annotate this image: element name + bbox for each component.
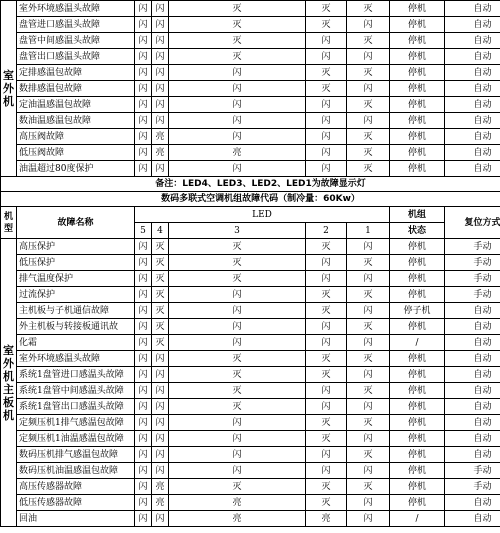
fault-name-cell: 主机板与子机通信故障 [17, 303, 135, 319]
led5-cell: 闪 [135, 399, 152, 415]
table-row [1, 463, 500, 479]
table-row [1, 479, 500, 495]
reset-mode-cell: 自动 [445, 303, 500, 319]
fault-name-cell: 数油温感温包故障 [17, 113, 135, 129]
reset-mode-cell: 自动 [445, 399, 500, 415]
fault-name-cell: 外主机板与转接板通讯故 [17, 319, 135, 335]
reset-mode-cell: 自动 [445, 367, 500, 383]
unit-state-cell: 停机 [390, 33, 445, 49]
fault-name-cell: 定频压机1排气感温包故障 [17, 415, 135, 431]
unit-state-cell: 停机 [390, 17, 445, 33]
led3-cell: 灭 [169, 49, 306, 65]
led2-cell: 灭 [306, 303, 347, 319]
led2-cell: 闪 [306, 113, 347, 129]
table-row [1, 303, 500, 319]
led1-cell: 闪 [347, 463, 390, 479]
led1-cell: 闪 [347, 399, 390, 415]
reset-mode-cell: 自动 [445, 511, 500, 527]
table-row [1, 383, 500, 399]
led1-cell: 灭 [347, 383, 390, 399]
led1-cell: 灭 [347, 161, 390, 177]
unit-state-cell: 停机 [390, 239, 445, 255]
unit-state-cell: 停机 [390, 161, 445, 177]
fault-name-cell: 定频压机1油温感温包故障 [17, 431, 135, 447]
table-row [1, 65, 500, 81]
unit-state-cell: 停机 [390, 81, 445, 97]
fault-name-cell: 室外环境感温头故障 [17, 351, 135, 367]
header-unit-state-1: 机组 [390, 207, 445, 223]
unit-state-cell: 停机 [390, 383, 445, 399]
led2-cell: 灭 [306, 431, 347, 447]
led4-cell: 闪 [152, 1, 169, 17]
fault-name-cell: 系统1盘管中间感温头故障 [17, 383, 135, 399]
led2-cell: 灭 [306, 1, 347, 17]
led3-cell: 亮 [169, 511, 306, 527]
reset-mode-cell: 自动 [445, 129, 500, 145]
reset-mode-cell: 自动 [445, 495, 500, 511]
led4-cell: 闪 [152, 113, 169, 129]
led3-cell: 闪 [169, 335, 306, 351]
unit-state-cell: 停机 [390, 415, 445, 431]
led4-cell: 灭 [152, 271, 169, 287]
led4-cell: 灭 [152, 239, 169, 255]
fault-name-cell: 高压传感器故障 [17, 479, 135, 495]
led1-cell: 闪 [347, 17, 390, 33]
led2-cell: 闪 [306, 271, 347, 287]
fault-name-cell: 数码压机油温感温包故障 [17, 463, 135, 479]
led3-cell: 闪 [169, 431, 306, 447]
led1-cell: 灭 [347, 287, 390, 303]
header-led: LED [135, 207, 390, 223]
table-row [1, 287, 500, 303]
led2-cell: 闪 [306, 33, 347, 49]
led4-cell: 闪 [152, 511, 169, 527]
led1-cell: 闪 [347, 367, 390, 383]
led3-cell: 闪 [169, 319, 306, 335]
led2-cell: 闪 [306, 161, 347, 177]
header-led-1: 1 [347, 223, 390, 239]
table-row [1, 113, 500, 129]
led5-cell: 闪 [135, 129, 152, 145]
led5-cell: 闪 [135, 17, 152, 33]
fault-name-cell: 数码压机排气感温包故障 [17, 447, 135, 463]
led2-cell: 闪 [306, 335, 347, 351]
led4-cell: 灭 [152, 303, 169, 319]
led3-cell: 亮 [169, 145, 306, 161]
led2-cell: 闪 [306, 319, 347, 335]
unit-state-cell: 停机 [390, 463, 445, 479]
unit-state-cell: 停机 [390, 495, 445, 511]
led4-cell: 闪 [152, 33, 169, 49]
unit-state-cell: 停机 [390, 351, 445, 367]
fault-name-cell: 低压保护 [17, 255, 135, 271]
unit-state-cell: 停机 [390, 49, 445, 65]
fault-name-cell: 低压传感器故障 [17, 495, 135, 511]
led1-cell: 闪 [347, 431, 390, 447]
led2-cell: 闪 [306, 463, 347, 479]
led4-cell: 灭 [152, 319, 169, 335]
header-model-type: 机型 [1, 207, 17, 239]
led4-cell: 闪 [152, 415, 169, 431]
group-label-outdoor-unit: 室 外 机 [1, 1, 17, 177]
fault-name-cell: 系统1盘管出口感温头故障 [17, 399, 135, 415]
header-fault-name: 故障名称 [17, 207, 135, 239]
led3-cell: 灭 [169, 367, 306, 383]
fault-name-cell: 低压阀故障 [17, 145, 135, 161]
led1-cell: 闪 [347, 49, 390, 65]
led4-cell: 亮 [152, 495, 169, 511]
header-led-5: 5 [135, 223, 152, 239]
table-title: 数码多联式空调机组故障代码（制冷量：60Kw） [1, 192, 500, 207]
led5-cell: 闪 [135, 113, 152, 129]
led1-cell: 灭 [347, 1, 390, 17]
led5-cell: 闪 [135, 33, 152, 49]
fault-name-cell: 数排感温包故障 [17, 81, 135, 97]
led4-cell: 闪 [152, 447, 169, 463]
led4-cell: 闪 [152, 383, 169, 399]
led2-cell: 灭 [306, 351, 347, 367]
led1-cell: 灭 [347, 319, 390, 335]
reset-mode-cell: 手动 [445, 287, 500, 303]
led5-cell: 闪 [135, 351, 152, 367]
led5-cell: 闪 [135, 1, 152, 17]
led2-cell: 闪 [306, 399, 347, 415]
table-row [1, 399, 500, 415]
led1-cell: 灭 [347, 255, 390, 271]
reset-mode-cell: 手动 [445, 255, 500, 271]
led3-cell: 闪 [169, 65, 306, 81]
led2-cell: 灭 [306, 367, 347, 383]
header-reset-mode: 复位方式 [445, 207, 500, 239]
led3-cell: 闪 [169, 113, 306, 129]
led3-cell: 灭 [169, 33, 306, 49]
led1-cell: 闪 [347, 511, 390, 527]
fault-name-cell: 油温超过80度保护 [17, 161, 135, 177]
led3-cell: 灭 [169, 271, 306, 287]
table-row [1, 415, 500, 431]
led1-cell: 灭 [347, 145, 390, 161]
led5-cell: 闪 [135, 271, 152, 287]
reset-mode-cell: 自动 [445, 49, 500, 65]
led2-cell: 灭 [306, 65, 347, 81]
led5-cell: 闪 [135, 319, 152, 335]
led4-cell: 闪 [152, 97, 169, 113]
reset-mode-cell: 自动 [445, 319, 500, 335]
fault-name-cell: 盘管中间感温头故障 [17, 33, 135, 49]
led4-cell: 闪 [152, 17, 169, 33]
header-led-3: 3 [169, 223, 306, 239]
led1-cell: 灭 [347, 415, 390, 431]
led1-cell: 灭 [347, 33, 390, 49]
led2-cell: 灭 [306, 495, 347, 511]
led3-cell: 闪 [169, 97, 306, 113]
unit-state-cell: 停机 [390, 447, 445, 463]
reset-mode-cell: 自动 [445, 113, 500, 129]
reset-mode-cell: 手动 [445, 239, 500, 255]
led2-cell: 闪 [306, 255, 347, 271]
unit-state-cell: 停机 [390, 1, 445, 17]
unit-state-cell: / [390, 335, 445, 351]
note-section [1, 177, 500, 207]
fault-name-cell: 定油温感温包故障 [17, 97, 135, 113]
reset-mode-cell: 自动 [445, 33, 500, 49]
led1-cell: 闪 [347, 113, 390, 129]
led2-cell: 闪 [306, 97, 347, 113]
table-row [1, 49, 500, 65]
led2-cell: 灭 [306, 17, 347, 33]
led5-cell: 闪 [135, 367, 152, 383]
unit-state-cell: 停机 [390, 97, 445, 113]
led4-cell: 亮 [152, 479, 169, 495]
led3-cell: 灭 [169, 383, 306, 399]
fault-name-cell: 回油 [17, 511, 135, 527]
group-label-outdoor-main-board: 室 外 机 主 板 机 [1, 239, 17, 527]
unit-state-cell: 停机 [390, 271, 445, 287]
fault-name-cell: 化霜 [17, 335, 135, 351]
led5-cell: 闪 [135, 239, 152, 255]
led3-cell: 闪 [169, 161, 306, 177]
table-row [1, 511, 500, 527]
led3-cell: 闪 [169, 287, 306, 303]
led3-cell: 闪 [169, 129, 306, 145]
led5-cell: 闪 [135, 145, 152, 161]
led5-cell: 闪 [135, 255, 152, 271]
reset-mode-cell: 自动 [445, 97, 500, 113]
led5-cell: 闪 [135, 65, 152, 81]
led4-cell: 闪 [152, 463, 169, 479]
header-led-2: 2 [306, 223, 347, 239]
led2-cell: 灭 [306, 479, 347, 495]
table-row [1, 129, 500, 145]
led1-cell: 灭 [347, 97, 390, 113]
led5-cell: 闪 [135, 287, 152, 303]
led2-cell: 闪 [306, 447, 347, 463]
led5-cell: 闪 [135, 383, 152, 399]
unit-state-cell: 停机 [390, 479, 445, 495]
unit-state-cell: 停机 [390, 255, 445, 271]
reset-mode-cell: 自动 [445, 431, 500, 447]
led3-cell: 闪 [169, 447, 306, 463]
led2-cell: 灭 [306, 415, 347, 431]
led3-cell: 灭 [169, 17, 306, 33]
led4-cell: 闪 [152, 65, 169, 81]
led3-cell: 闪 [169, 415, 306, 431]
unit-state-cell: / [390, 511, 445, 527]
header-unit-state-2: 状态 [390, 223, 445, 239]
led5-cell: 闪 [135, 495, 152, 511]
bottom-section [1, 239, 500, 527]
led2-cell: 灭 [306, 81, 347, 97]
fault-name-cell: 定排感温包故障 [17, 65, 135, 81]
table-row [1, 97, 500, 113]
led4-cell: 闪 [152, 81, 169, 97]
led1-cell: 灭 [347, 479, 390, 495]
unit-state-cell: 停机 [390, 399, 445, 415]
led2-cell: 灭 [306, 287, 347, 303]
led3-cell: 灭 [169, 399, 306, 415]
led4-cell: 灭 [152, 335, 169, 351]
led3-cell: 灭 [169, 1, 306, 17]
led3-cell: 灭 [169, 479, 306, 495]
led1-cell: 闪 [347, 335, 390, 351]
unit-state-cell: 停机 [390, 287, 445, 303]
fault-name-cell: 系统1盘管进口感温头故障 [17, 367, 135, 383]
table-row [1, 319, 500, 335]
led5-cell: 闪 [135, 161, 152, 177]
led5-cell: 闪 [135, 511, 152, 527]
led5-cell: 闪 [135, 415, 152, 431]
fault-name-cell: 高压保护 [17, 239, 135, 255]
reset-mode-cell: 自动 [445, 447, 500, 463]
reset-mode-cell: 手动 [445, 463, 500, 479]
fault-name-cell: 室外环境感温头故障 [17, 1, 135, 17]
reset-mode-cell: 自动 [445, 351, 500, 367]
led3-cell: 灭 [169, 255, 306, 271]
unit-state-cell: 停机 [390, 431, 445, 447]
led1-cell: 闪 [347, 495, 390, 511]
table-row [1, 17, 500, 33]
led3-cell: 闪 [169, 463, 306, 479]
fault-name-cell: 盘管进口感温头故障 [17, 17, 135, 33]
led2-cell: 闪 [306, 383, 347, 399]
led5-cell: 闪 [135, 463, 152, 479]
reset-mode-cell: 自动 [445, 383, 500, 399]
led5-cell: 闪 [135, 97, 152, 113]
led4-cell: 亮 [152, 129, 169, 145]
table-row [1, 81, 500, 97]
unit-state-cell: 停机 [390, 145, 445, 161]
led1-cell: 闪 [347, 239, 390, 255]
unit-state-cell: 停机 [390, 319, 445, 335]
led1-cell: 闪 [347, 271, 390, 287]
led4-cell: 闪 [152, 367, 169, 383]
led4-cell: 闪 [152, 161, 169, 177]
reset-mode-cell: 自动 [445, 65, 500, 81]
unit-state-cell: 停机 [390, 65, 445, 81]
table-row [1, 367, 500, 383]
led2-cell: 闪 [306, 129, 347, 145]
led3-cell: 灭 [169, 351, 306, 367]
led4-cell: 闪 [152, 399, 169, 415]
led3-cell: 闪 [169, 81, 306, 97]
fault-name-cell: 排气温度保护 [17, 271, 135, 287]
led5-cell: 闪 [135, 447, 152, 463]
led2-cell: 亮 [306, 511, 347, 527]
unit-state-cell: 停机 [390, 129, 445, 145]
table-row [1, 351, 500, 367]
fault-name-cell: 高压阀故障 [17, 129, 135, 145]
fault-name-cell: 盘管出口感温头故障 [17, 49, 135, 65]
table-row [1, 1, 500, 17]
reset-mode-cell: 手动 [445, 479, 500, 495]
top-section [1, 1, 500, 177]
note-text: 备注：LED4、LED3、LED2、LED1为故障显示灯 [1, 177, 500, 192]
reset-mode-cell: 手动 [445, 271, 500, 287]
led1-cell: 灭 [347, 351, 390, 367]
unit-state-cell: 停机 [390, 367, 445, 383]
led4-cell: 灭 [152, 287, 169, 303]
led2-cell: 闪 [306, 145, 347, 161]
table-row [1, 271, 500, 287]
table-row [1, 431, 500, 447]
led1-cell: 闪 [347, 81, 390, 97]
led1-cell: 灭 [347, 65, 390, 81]
led1-cell: 闪 [347, 303, 390, 319]
led5-cell: 闪 [135, 479, 152, 495]
table-row [1, 239, 500, 255]
led1-cell: 灭 [347, 129, 390, 145]
led4-cell: 闪 [152, 431, 169, 447]
led4-cell: 闪 [152, 351, 169, 367]
table-row [1, 145, 500, 161]
reset-mode-cell: 自动 [445, 335, 500, 351]
led2-cell: 闪 [306, 49, 347, 65]
table-row [1, 447, 500, 463]
header-section [1, 207, 500, 239]
table-row [1, 33, 500, 49]
led3-cell: 亮 [169, 495, 306, 511]
reset-mode-cell: 自动 [445, 81, 500, 97]
led5-cell: 闪 [135, 335, 152, 351]
led2-cell: 灭 [306, 239, 347, 255]
reset-mode-cell: 自动 [445, 415, 500, 431]
led5-cell: 闪 [135, 81, 152, 97]
unit-state-cell: 停机 [390, 113, 445, 129]
led3-cell: 闪 [169, 303, 306, 319]
table-row [1, 495, 500, 511]
table-row [1, 161, 500, 177]
led5-cell: 闪 [135, 303, 152, 319]
reset-mode-cell: 自动 [445, 17, 500, 33]
led5-cell: 闪 [135, 431, 152, 447]
reset-mode-cell: 自动 [445, 145, 500, 161]
fault-name-cell: 过流保护 [17, 287, 135, 303]
led4-cell: 灭 [152, 255, 169, 271]
led3-cell: 灭 [169, 239, 306, 255]
table-row [1, 255, 500, 271]
led4-cell: 闪 [152, 49, 169, 65]
led1-cell: 灭 [347, 447, 390, 463]
table-row [1, 335, 500, 351]
led5-cell: 闪 [135, 49, 152, 65]
reset-mode-cell: 自动 [445, 161, 500, 177]
header-led-4: 4 [152, 223, 169, 239]
unit-state-cell: 停子机 [390, 303, 445, 319]
reset-mode-cell: 自动 [445, 1, 500, 17]
led4-cell: 亮 [152, 145, 169, 161]
